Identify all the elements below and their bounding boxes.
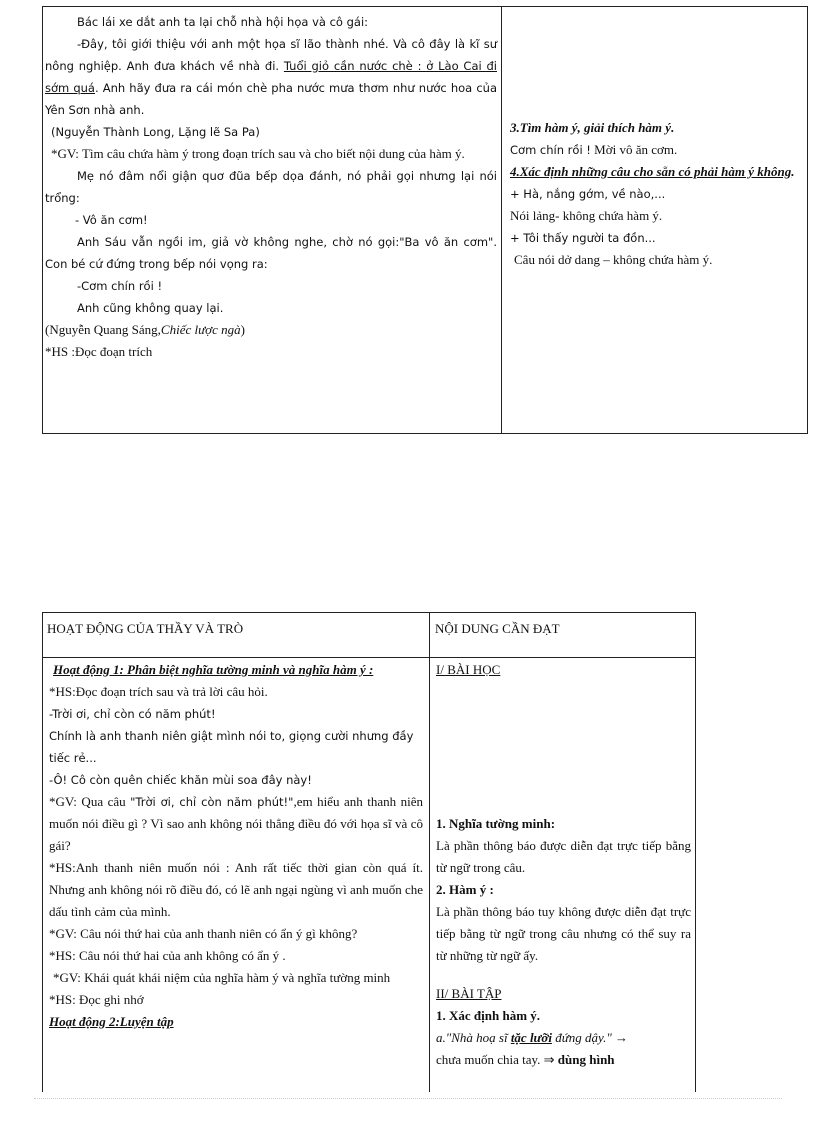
table-2: [42, 612, 696, 1092]
student-note: *HS: Đọc ghi nhớ: [49, 992, 144, 1007]
paragraph: -Đây, tôi giới thiệu với anh một họa sĩ lão thành nhé. Và cô đây là kĩ sư nông nghiệp. Anh đưa khách về nhà đi. Tuổi giỏ cần nước chè : ở Lào Cai đi sớm quá. Anh hãy đưa ra cái món chè pha nước mưa thơm như nước hoa của Yên Sơn nhà anh.: [45, 37, 497, 117]
section-heading: II/ BÀI TẬP: [436, 986, 502, 1001]
table-2-header-divider: [43, 657, 695, 658]
dialogue-line: - Vô ăn cơm!: [75, 213, 148, 227]
paragraph: Anh cũng không quay lại.: [77, 301, 224, 315]
answer-line: Cơm chín rồi ! Mời vô ăn cơm.: [510, 142, 678, 157]
table-2-right-cell: [430, 659, 697, 1093]
table-2-left-cell: [43, 659, 429, 1033]
quote-line: -Trời ơi, chỉ còn có năm phút!: [49, 707, 216, 721]
teacher-question: *GV: Tìm câu chứa hàm ý trong đoạn trích sau và cho biết nội dung của hàm ý.: [51, 146, 465, 161]
paragraph: Anh Sáu vẫn ngồi im, giả vờ không nghe, chờ nó gọi:"Ba vô ăn cơm". Con bé cứ đứng trong bếp nói vọng ra:: [45, 235, 497, 271]
implies-arrow-icon: ⇒: [543, 1052, 555, 1067]
section-heading: 3.Tìm hàm ý, giải thích hàm ý.: [510, 120, 675, 135]
example-line: + Hà, nắng gớm, về nào,...: [510, 187, 666, 201]
exercise-quote: a."Nhà hoạ sĩ tặc lưỡi đứng dậy." →: [436, 1030, 629, 1045]
term-heading: 2. Hàm ý :: [436, 882, 494, 897]
teacher-question: *GV: Khái quát khái niệm của nghĩa hàm ý và nghĩa tường minh: [53, 970, 391, 985]
student-note: *HS:Anh thanh niên muốn nói : Anh rất tiếc thời gian còn quá ít. Nhưng anh không nói rõ điều đó, có lẽ anh ngại ngùng vì anh muốn che dấu tình cảm của mình.: [49, 860, 423, 919]
answer-line: Nói lảng- không chứa hàm ý.: [510, 208, 663, 223]
table-2-header-left: HOẠT ĐỘNG CỦA THẦY VÀ TRÒ: [47, 621, 244, 636]
table-1-right-cell: [502, 117, 807, 271]
student-note: *HS:Đọc đoạn trích sau và trả lời câu hỏi.: [49, 684, 268, 699]
activity-heading: Hoạt động 1: Phân biệt nghĩa tường minh và nghĩa hàm ý :: [53, 662, 374, 677]
table-1: [42, 6, 808, 434]
student-note: *HS: Câu nói thứ hai của anh không có ẩn ý .: [49, 948, 286, 963]
table-2-header-right: NỘI DUNG CẦN ĐẠT: [435, 621, 560, 636]
section-heading: I/ BÀI HỌC: [436, 662, 501, 677]
example-line: + Tôi thấy người ta đồn...: [510, 231, 656, 245]
citation: (Nguyễn Thành Long, Lặng lẽ Sa Pa): [51, 125, 260, 139]
definition: Là phần thông báo tuy không được diễn đạt trực tiếp bằng từ ngữ trong câu nhưng có thể suy ra từ những từ ngữ ấy.: [436, 904, 691, 963]
exercise-heading: 1. Xác định hàm ý.: [436, 1008, 541, 1023]
teacher-question: *GV: Câu nói thứ hai của anh thanh niên có ẩn ý gì không?: [49, 926, 358, 941]
dialogue-line: -Cơm chín rồi !: [77, 279, 163, 293]
student-note: *HS :Đọc đoạn trích: [45, 344, 153, 359]
quote-line: Chính là anh thanh niên giật mình nói to, giọng cười nhưng đầy tiếc rẻ...: [49, 729, 414, 765]
exercise-answer: chưa muốn chia tay. ⇒ dùng hình: [436, 1052, 615, 1067]
definition: Là phần thông báo được diễn đạt trực tiếp bằng từ ngữ trong câu.: [436, 838, 691, 875]
table-1-left-cell: [43, 11, 501, 363]
paragraph: Bác lái xe dắt anh ta lại chỗ nhà hội họa và cô gái:: [77, 15, 369, 29]
answer-line: Câu nói dở dang – không chứa hàm ý.: [514, 252, 713, 267]
teacher-question: *GV: Qua câu "Trời ơi, chỉ còn năm phút!",em hiểu anh thanh niên muốn nói điều gì ? Vì sao anh không nói thẳng điều đó với họa sĩ và cô gái?: [49, 794, 423, 853]
page-footer-divider: [34, 1098, 782, 1099]
citation: (Nguyễn Quang Sáng,Chiếc lược ngà): [45, 322, 245, 337]
section-heading: 4.Xác định những câu cho sẵn có phải hàm ý không.: [510, 164, 795, 179]
arrow-right-icon: →: [615, 1030, 629, 1045]
paragraph: Mẹ nó đâm nổi giận quơ đũa bếp dọa đánh, nó phải gọi nhưng lại nói trổng:: [45, 169, 497, 205]
activity-heading: Hoạt động 2:Luyện tập: [49, 1014, 174, 1029]
term-heading: 1. Nghĩa tường minh:: [436, 816, 556, 831]
quote-line: -Ô! Cô còn quên chiếc khăn mùi soa đây này!: [49, 773, 312, 787]
